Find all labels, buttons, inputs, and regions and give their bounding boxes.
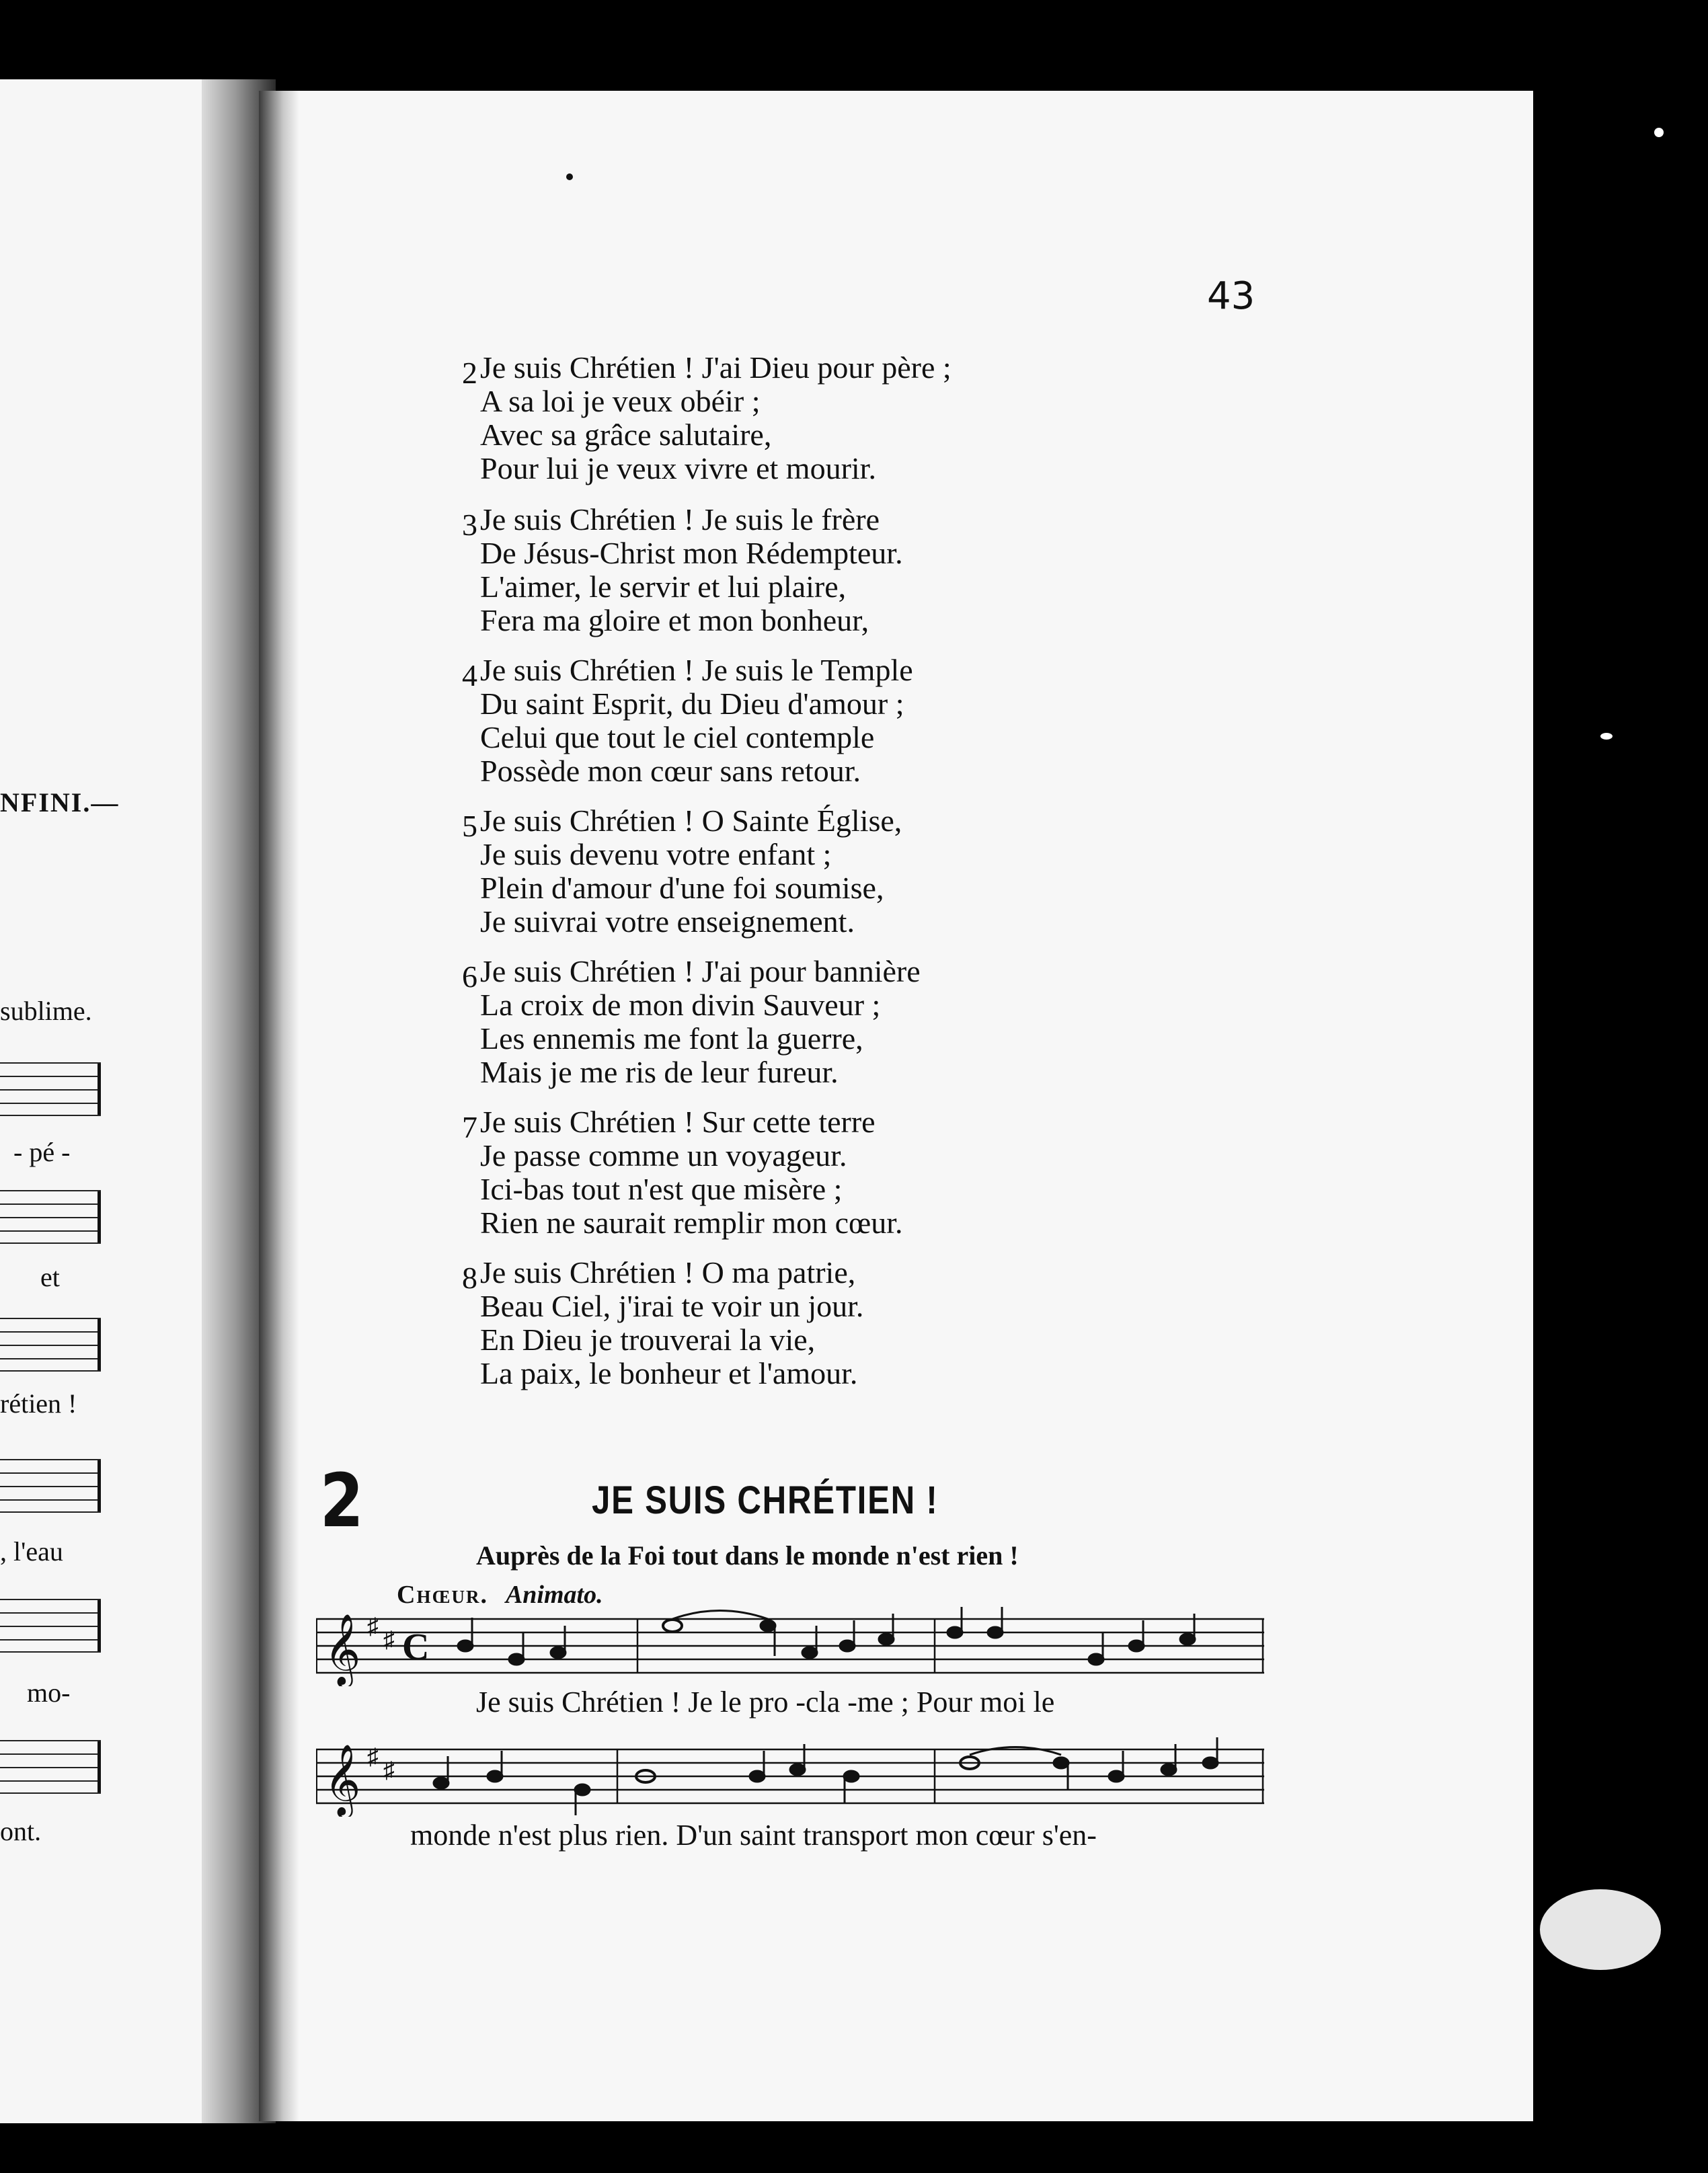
left-staff-fragment — [0, 1740, 101, 1794]
svg-text:𝄞: 𝄞 — [324, 1613, 361, 1685]
lyrics-line-2: monde n'est plus rien. D'un saint transport mon cœur s'en- — [410, 1819, 1097, 1852]
hymn-subtitle: Auprès de la Foi tout dans le monde n'est rien ! — [476, 1540, 1019, 1571]
verse-lines — [480, 1256, 863, 1390]
verse-lines — [480, 351, 952, 485]
left-staff-fragment — [0, 1599, 101, 1653]
left-fragment: ont. — [0, 1816, 42, 1846]
page-number: 43 — [1207, 274, 1255, 318]
verse-line: Ici-bas tout n'est que misère ; — [480, 1172, 843, 1206]
verse-number: 2 — [462, 356, 477, 390]
svg-text:♯: ♯ — [383, 1628, 395, 1653]
left-fragment: rétien ! — [0, 1388, 77, 1419]
music-staff-1 — [316, 1606, 1264, 1686]
verse-lines — [480, 955, 921, 1089]
left-fragment: et — [40, 1262, 60, 1292]
verse-line: Je passe comme un voyageur. — [480, 1138, 847, 1173]
svg-text:C: C — [402, 1626, 430, 1668]
scan-speck — [1600, 733, 1613, 740]
left-fragment: - pé - — [13, 1137, 71, 1167]
verse-line: Fera ma gloire et mon bonheur, — [480, 603, 869, 637]
left-staff-fragment — [0, 1318, 101, 1372]
verse-line: En Dieu je trouverai la vie, — [480, 1322, 816, 1357]
verse-lines — [480, 1105, 903, 1240]
verse-lines — [480, 654, 913, 788]
verse-line: Je suis devenu votre enfant ; — [480, 837, 832, 871]
verse-line: Pour lui je veux vivre et mourir. — [480, 451, 876, 485]
left-staff-fragment — [0, 1190, 101, 1244]
verse-number: 6 — [462, 959, 477, 994]
verse-line: Je suivrai votre enseignement. — [480, 904, 855, 939]
staff-notation — [316, 1736, 1264, 1817]
left-staff-fragment — [0, 1062, 101, 1116]
verse-number: 7 — [462, 1110, 477, 1144]
verse-line: Les ennemis me font la guerre, — [480, 1021, 863, 1056]
left-fragment: NFINI.— — [0, 787, 120, 818]
verse-line: Plein d'amour d'une foi soumise, — [480, 871, 884, 905]
scan-speck — [1540, 1889, 1661, 1970]
verse-lines — [480, 503, 903, 637]
verse-lines — [480, 804, 902, 939]
verse-line: Possède mon cœur sans retour. — [480, 754, 861, 788]
verse-line: Avec sa grâce salutaire, — [480, 418, 772, 452]
verse-line: Du saint Esprit, du Dieu d'amour ; — [480, 686, 904, 721]
verse-line: Je suis Chrétien ! Sur cette terre — [480, 1105, 876, 1139]
verse-line: Je suis Chrétien ! O Sainte Église, — [480, 803, 902, 838]
music-staff-2 — [316, 1736, 1264, 1817]
verse-line: Celui que tout le ciel contemple — [480, 720, 875, 754]
verse-line: Je suis Chrétien ! J'ai Dieu pour père ; — [480, 350, 952, 385]
hymn-title: JE SUIS CHRÉTIEN ! — [592, 1478, 939, 1522]
verse-line: A sa loi je veux obéir ; — [480, 384, 761, 418]
lyrics-line-1: Je suis Chrétien ! Je le pro -cla -me ; Pour moi le — [476, 1686, 1055, 1718]
left-staff-fragment — [0, 1459, 101, 1513]
verse-line: De Jésus-Christ mon Rédempteur. — [480, 536, 903, 570]
verse-line: La paix, le bonheur et l'amour. — [480, 1356, 858, 1390]
verse-line: Mais je me ris de leur fureur. — [480, 1055, 839, 1089]
left-fragment: , l'eau — [0, 1536, 63, 1567]
hymn-number: 2 — [319, 1458, 364, 1544]
svg-text:♯: ♯ — [367, 1614, 379, 1639]
verse-number: 8 — [462, 1261, 477, 1295]
verse-line: Rien ne saurait remplir mon cœur. — [480, 1206, 903, 1240]
svg-text:♯: ♯ — [367, 1745, 379, 1770]
chorus-label: Chœur. — [397, 1581, 488, 1609]
print-speck — [566, 173, 573, 180]
gutter-shadow — [259, 91, 299, 2121]
verse-line: Je suis Chrétien ! O ma patrie, — [480, 1255, 856, 1290]
scan-speck — [1654, 128, 1664, 137]
verse-line: La croix de mon divin Sauveur ; — [480, 988, 881, 1022]
tempo-marking: Animato. — [505, 1581, 603, 1609]
verse-line: Je suis Chrétien ! Je suis le Temple — [480, 653, 913, 687]
left-fragment: sublime. — [0, 996, 92, 1026]
verse-number: 4 — [462, 658, 477, 693]
verse-number: 3 — [462, 508, 477, 542]
verse-line: L'aimer, le servir et lui plaire, — [480, 569, 847, 604]
left-fragment: mo- — [27, 1677, 71, 1708]
verse-line: Je suis Chrétien ! Je suis le frère — [480, 502, 880, 537]
staff-notation — [316, 1606, 1264, 1686]
svg-text:♯: ♯ — [383, 1758, 395, 1783]
verse-number: 5 — [462, 809, 477, 843]
verse-line: Beau Ciel, j'irai te voir un jour. — [480, 1289, 864, 1323]
svg-text:𝄞: 𝄞 — [324, 1743, 361, 1815]
verse-line: Je suis Chrétien ! J'ai pour bannière — [480, 954, 921, 988]
